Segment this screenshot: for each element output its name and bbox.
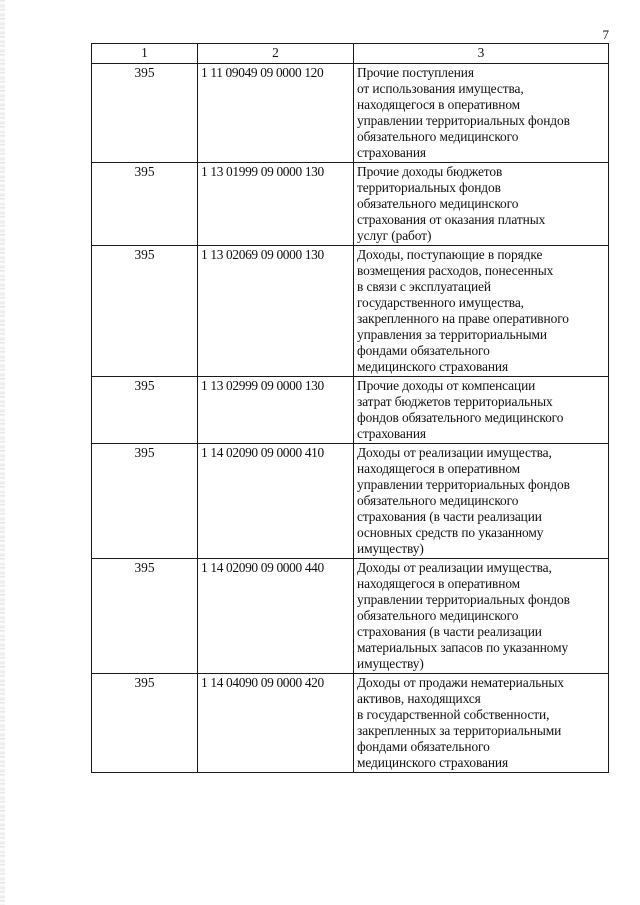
revenue-name-cell: Доходы от реализации имущества, находящегося в оперативном управлении территориальных фондов обязательного медицинского страхования (в части реализации основных средств по указанному имуществу): [354, 444, 609, 559]
revenue-code-cell: 1 13 01999 09 0000 130: [198, 163, 354, 246]
revenue-code-cell: 1 14 04090 09 0000 420: [198, 674, 354, 773]
revenue-code-cell: 1 13 02069 09 0000 130: [198, 246, 354, 377]
column-header-3: 3: [354, 44, 609, 64]
revenue-name-cell: Прочие доходы от компенсации затрат бюджетов территориальных фондов обязательного медицинского страхования: [354, 377, 609, 444]
table-row: [92, 64, 609, 163]
revenue-name-cell: Прочие поступления от использования имущества, находящегося в оперативном управлении территориальных фондов обязательного медицинского страхования: [354, 64, 609, 163]
revenue-name-cell: Доходы от продажи нематериальных активов, находящихся в государственной собственности, закрепленных за территориальными фондами обязательного медицинского страхования: [354, 674, 609, 773]
column-header-1: 1: [92, 44, 198, 64]
admin-code-cell: 395: [92, 559, 198, 674]
admin-code-cell: 395: [92, 64, 198, 163]
revenue-code-cell: 1 14 02090 09 0000 410: [198, 444, 354, 559]
revenue-code-cell: 1 14 02090 09 0000 440: [198, 559, 354, 674]
revenue-code-cell: 1 11 09049 09 0000 120: [198, 64, 354, 163]
column-header-2: 2: [198, 44, 354, 64]
revenue-name-cell: Доходы, поступающие в порядке возмещения расходов, понесенных в связи с эксплуатацией государственного имущества, закрепленного на праве оперативного управления за территориальными фондами обязательного медицинского страхования: [354, 246, 609, 377]
table-row: [92, 559, 609, 674]
admin-code-cell: 395: [92, 444, 198, 559]
revenue-codes-table: [91, 43, 609, 773]
revenue-name-cell: Прочие доходы бюджетов территориальных фондов обязательного медицинского страхования от оказания платных услуг (работ): [354, 163, 609, 246]
admin-code-cell: 395: [92, 246, 198, 377]
admin-code-cell: 395: [92, 163, 198, 246]
table-row: [92, 163, 609, 246]
revenue-code-cell: 1 13 02999 09 0000 130: [198, 377, 354, 444]
admin-code-cell: 395: [92, 674, 198, 773]
table-row: [92, 377, 609, 444]
admin-code-cell: 395: [92, 377, 198, 444]
revenue-name-cell: Доходы от реализации имущества, находящегося в оперативном управлении территориальных фондов обязательного медицинского страхования (в части реализации материальных запасов по указанному имуществу): [354, 559, 609, 674]
page-number: 7: [602, 27, 609, 42]
table-header-row: [92, 44, 609, 64]
table-row: [92, 674, 609, 773]
scan-edge-artifact: [0, 0, 5, 905]
table-row: [92, 246, 609, 377]
table-row: [92, 444, 609, 559]
